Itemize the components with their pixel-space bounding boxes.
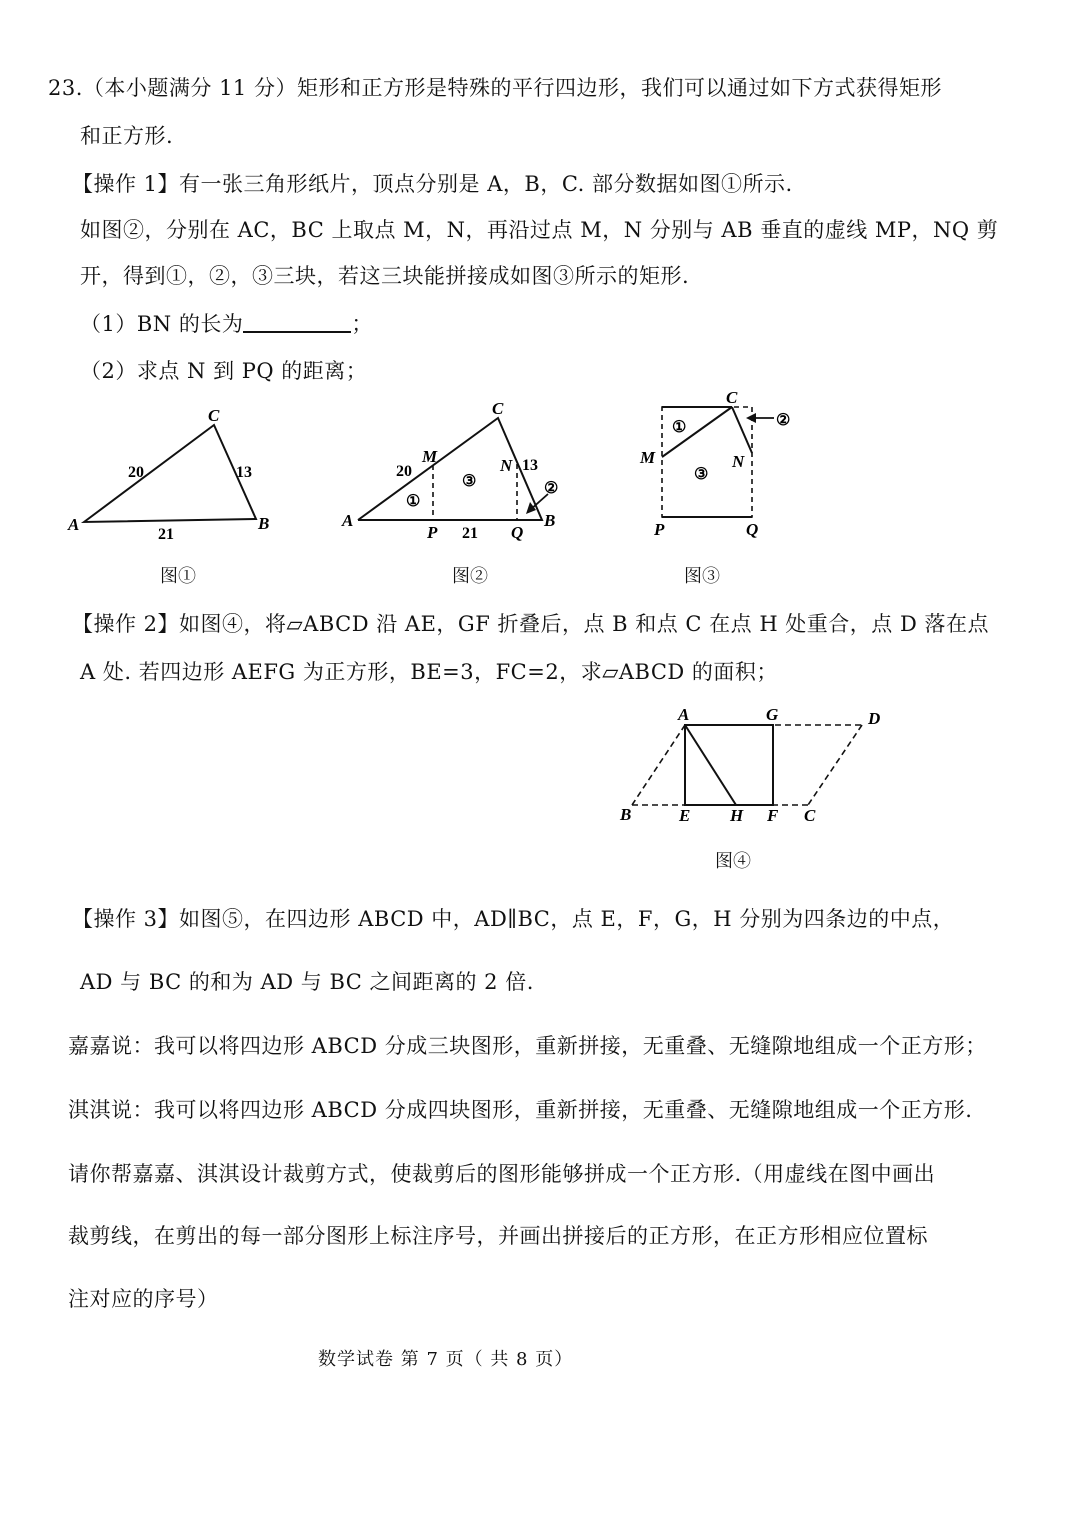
op1-label: 【操作 1】 bbox=[72, 172, 180, 196]
label-a: A bbox=[342, 511, 354, 530]
figure-3-caption: 图③ bbox=[684, 566, 720, 587]
figure-4 bbox=[610, 700, 900, 830]
label-e: E bbox=[679, 806, 691, 825]
op2-line1: 【操作 2】如图④，将▱ABCD 沿 AE，GF 折叠后，点 B 和点 C 在点 H 处重合，点 D 落在点 bbox=[72, 612, 989, 636]
label-m: M bbox=[640, 448, 656, 467]
figure-4-caption: 图④ bbox=[715, 851, 751, 872]
triangle-abc bbox=[84, 425, 256, 522]
label-p: P bbox=[654, 520, 665, 539]
label-c: C bbox=[492, 399, 504, 418]
question-2: （2）求点 N 到 PQ 的距离； bbox=[80, 359, 368, 383]
answer-blank[interactable] bbox=[243, 313, 351, 333]
label-d: D bbox=[868, 709, 881, 728]
qiqi-statement: 淇淇说：我可以将四边形 ABCD 分成四块图形，重新拼接，无重叠、无缝隙地组成一个正方形. bbox=[68, 1098, 973, 1122]
label-p: P bbox=[427, 523, 438, 542]
label-b: B bbox=[544, 511, 556, 530]
request-line2: 裁剪线，在剪出的每一部分图形上标注序号，并画出拼接后的正方形，在正方形相应位置标 bbox=[68, 1224, 928, 1248]
op3-line1: 【操作 3】如图⑤，在四边形 ABCD 中，AD∥BC，点 E，F，G，H 分别为四条边的中点， bbox=[72, 907, 955, 931]
length-ab: 21 bbox=[462, 525, 478, 542]
label-a: A bbox=[68, 515, 80, 534]
figure-1 bbox=[60, 405, 290, 555]
label-q: Q bbox=[746, 520, 759, 539]
arrow-head bbox=[746, 413, 756, 423]
request-line1: 请你帮嘉嘉、淇淇设计裁剪方式，使裁剪后的图形能够拼成一个正方形.（用虚线在图中画出 bbox=[68, 1162, 936, 1186]
piece-1-label: ① bbox=[406, 493, 421, 510]
label-f: F bbox=[767, 806, 779, 825]
question-1-text: （1）BN 的长为 bbox=[80, 312, 244, 336]
page-footer: 数学试卷 第 7 页（ 共 8 页） bbox=[318, 1349, 574, 1370]
label-h: H bbox=[730, 806, 744, 825]
op1-intro bbox=[72, 168, 793, 198]
op2-line2: A 处. 若四边形 AEFG 为正方形，BE=3，FC=2，求▱ABCD 的面积； bbox=[80, 660, 778, 684]
label-c: C bbox=[726, 388, 738, 407]
request-line3: 注对应的序号） bbox=[68, 1287, 219, 1311]
length-ac: 20 bbox=[396, 463, 412, 480]
label-b: B bbox=[258, 514, 270, 533]
label-c: C bbox=[208, 406, 220, 425]
op1-line3: 开，得到①，②，③三块，若这三块能拼接成如图③所示的矩形. bbox=[80, 264, 690, 288]
piece-3-label: ③ bbox=[462, 473, 477, 490]
problem-header: 23.（本小题满分 11 分）矩形和正方形是特殊的平行四边形，我们可以通过如下方式获得矩形 bbox=[48, 76, 942, 100]
edge-dc-dashed bbox=[808, 725, 862, 805]
op3-line2: AD 与 BC 的和为 AD 与 BC 之间距离的 2 倍. bbox=[80, 970, 534, 994]
length-ab: 21 bbox=[158, 526, 174, 543]
label-m: M bbox=[422, 447, 438, 466]
piece-1-label: ① bbox=[672, 419, 687, 436]
length-ac: 20 bbox=[128, 464, 144, 481]
op1-line2: 如图②，分别在 AC，BC 上取点 M，N，再沿过点 M，N 分别与 AB 垂直的虚线 MP，NQ 剪 bbox=[80, 218, 999, 242]
label-n: N bbox=[732, 452, 745, 471]
piece-3-label: ③ bbox=[694, 466, 709, 483]
piece-2-label: ② bbox=[544, 480, 559, 497]
segment-cn bbox=[732, 407, 752, 453]
length-bc: 13 bbox=[522, 457, 538, 474]
label-q: Q bbox=[511, 523, 524, 542]
label-g: G bbox=[766, 705, 779, 724]
figure-2-caption: 图② bbox=[452, 566, 488, 587]
question-1 bbox=[80, 308, 373, 338]
figure-2 bbox=[340, 398, 580, 548]
triangle-abc bbox=[358, 418, 542, 520]
figure-1-caption: 图① bbox=[160, 566, 196, 587]
op1-text: 有一张三角形纸片，顶点分别是 A，B，C. 部分数据如图①所示. bbox=[179, 172, 793, 196]
label-n: N bbox=[500, 456, 513, 475]
edge-ab-dashed bbox=[632, 725, 685, 805]
question-1-suffix: ； bbox=[351, 312, 373, 336]
length-bc: 13 bbox=[236, 464, 252, 481]
segment-ah bbox=[685, 725, 736, 805]
label-b: B bbox=[620, 805, 632, 824]
label-a: A bbox=[678, 705, 690, 724]
piece-2-label: ② bbox=[776, 412, 791, 429]
problem-header-cont: 和正方形. bbox=[80, 124, 174, 148]
jiajia-statement: 嘉嘉说：我可以将四边形 ABCD 分成三块图形，重新拼接，无重叠、无缝隙地组成一个正方形； bbox=[68, 1034, 987, 1058]
figure-3 bbox=[630, 385, 810, 545]
label-c: C bbox=[804, 806, 816, 825]
